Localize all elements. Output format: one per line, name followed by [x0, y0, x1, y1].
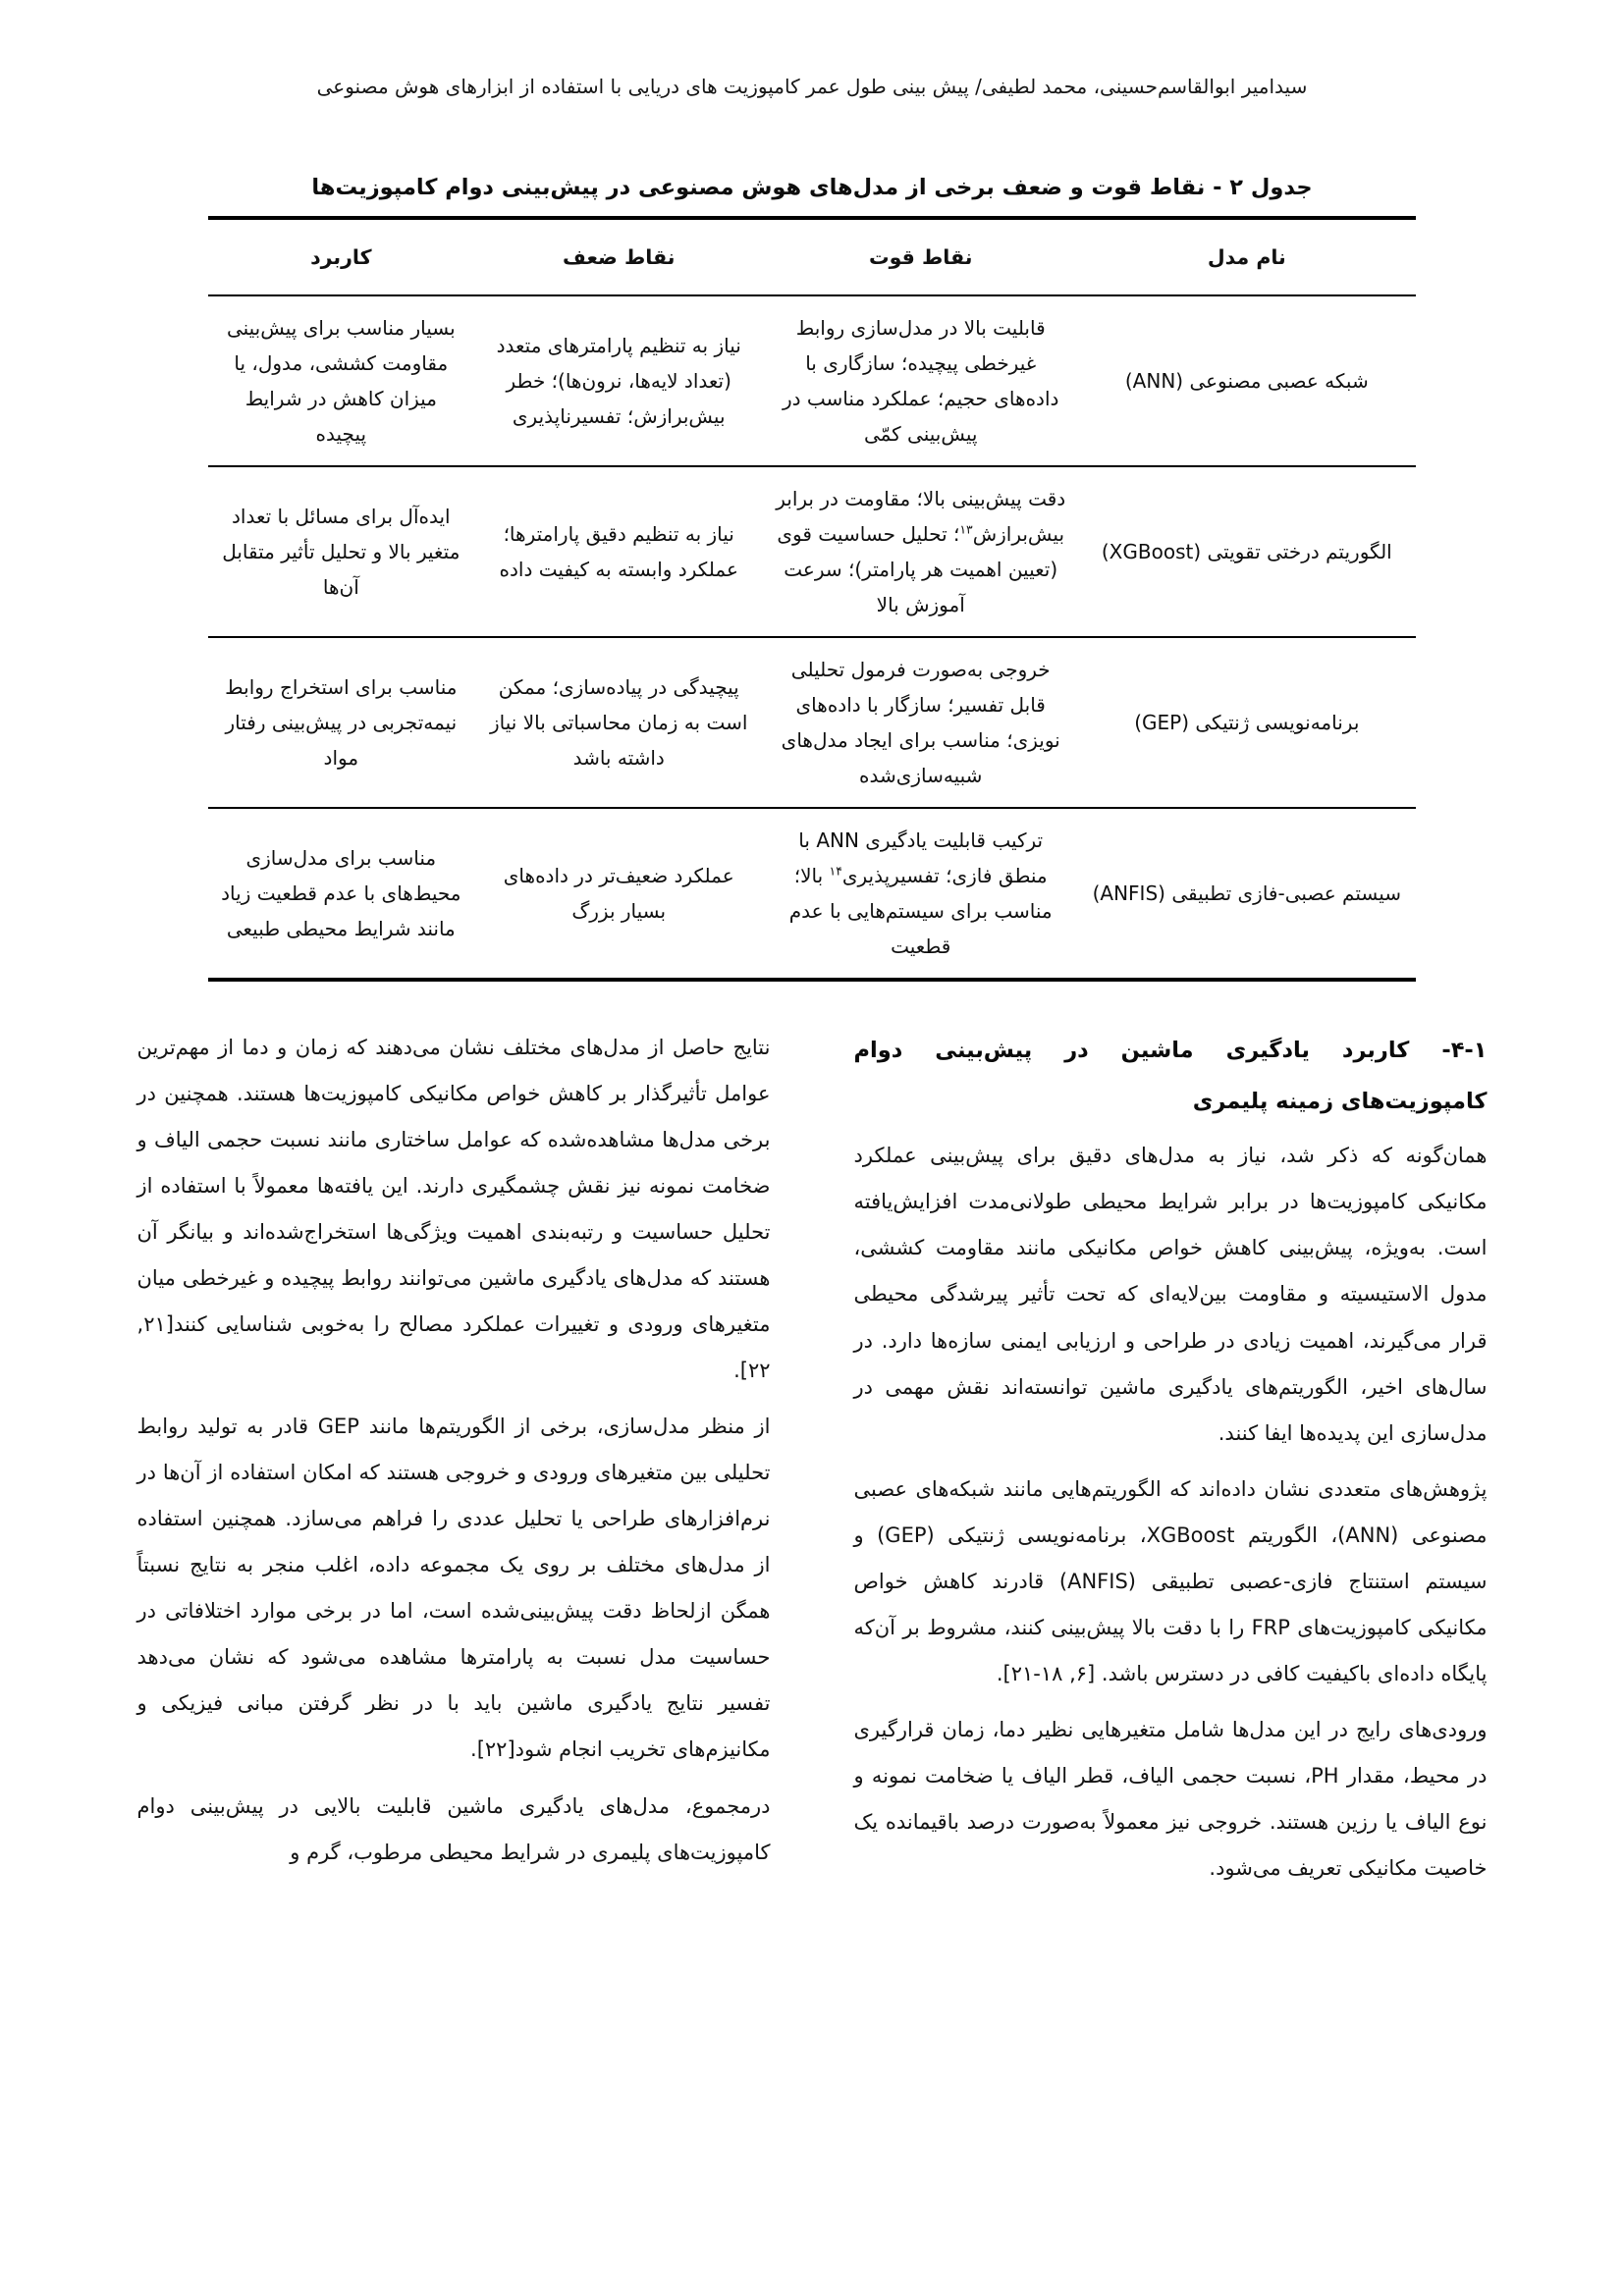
model-name-cell: سیستم عصبی-فازی تطبیقی (ANFIS) [1092, 881, 1402, 905]
strengths-cell: دقت پیش‌بینی بالا؛ مقاومت در برابر بیش‌برازش$^{۱۳}$؛ تحلیل حساسیت قوی (تعیین اهمیت هر پارامتر)؛ سرعت آموزش بالا [776, 487, 1066, 616]
strengths-cell: ترکیب قابلیت یادگیری ANN با منطق فازی؛ تفسیرپذیری$^{۱۴}$ بالا؛ مناسب برای سیستم‌هایی با عدم قطعیت [788, 828, 1053, 958]
paragraph: درمجموع، مدل‌های یادگیری ماشین قابلیت بالایی در پیش‌بینی دوام کامپوزیت‌های پلیمری در شرایط محیطی مرطوب، گرم و [136, 1793, 771, 1864]
weaknesses-cell: نیاز به تنظیم دقیق پارامترها؛ عملکرد وابسته به کیفیت داده [499, 522, 738, 581]
table-section [137, 175, 1488, 982]
column-header-application: کاربرد [310, 245, 372, 269]
body-columns [137, 1025, 1488, 1892]
application-cell: مناسب برای استخراج روابط نیمه‌تجربی در پیش‌بینی رفتار مواد [225, 675, 458, 770]
weaknesses-cell: پیچیدگی در پیاده‌سازی؛ ممکن است به زمان محاسباتی بالا نیاز داشته باشد [489, 675, 748, 770]
column-right [854, 1025, 1488, 1892]
paragraph: نتایج حاصل از مدل‌های مختلف نشان می‌دهند که زمان و دما از مهم‌ترین عوامل تأثیرگذار بر کاهش خواص مکانیکی کامپوزیت‌ها هستند. همچنین در برخی مدل‌ها مشاهده‌شده که عوامل ساختاری مانند نسبت حجمی الیاف و ضخامت نمونه نیز نقش چشمگیری دارند. این یافته‌ها معمولاً با استفاده از تحلیل حساسیت و رتبه‌بندی اهمیت ویژگی‌ها استخراج‌شده‌اند و بیانگر آن هستند که مدل‌های یادگیری ماشین می‌توانند روابط پیچیده و غیرخطی میان متغیرهای ورودی و تغییرات عملکرد مصالح را به‌خوبی شناسایی کنند[۲۱, ۲۲]. [136, 1036, 771, 1383]
table-row-gep [208, 637, 1416, 808]
application-cell: بسیار مناسب برای پیش‌بینی مقاومت کششی، مدول، یا میزان کاهش در شرایط پیچیده [226, 316, 456, 446]
model-name-cell: شبکه عصبی مصنوعی (ANN) [1124, 369, 1369, 393]
table-row-xgboost [208, 466, 1416, 637]
model-name-cell: برنامه‌نویسی ژنتیکی (GEP) [1134, 711, 1360, 734]
application-cell: مناسب برای مدل‌سازی محیط‌های با عدم قطعیت زیاد مانند شرایط محیطی طبیعی [221, 846, 461, 940]
column-left [137, 1025, 771, 1876]
weaknesses-cell: عملکرد ضعیف‌تر در داده‌های بسیار بزرگ [503, 864, 734, 923]
table-row-anfis [208, 808, 1416, 980]
column-header-weaknesses: نقاط ضعف [563, 245, 676, 269]
models-table [208, 216, 1416, 982]
paragraph: همان‌گونه که ذکر شد، نیاز به مدل‌های دقیق برای پیش‌بینی عملکرد مکانیکی کامپوزیت‌ها در برابر شرایط محیطی طولانی‌مدت افزایش‌یافته است. به‌ویژه، پیش‌بینی کاهش خواص مکانیکی مانند مقاومت کششی، مدول الاستیسیته و مقاومت بین‌لایه‌ای که تحت تأثیر پیرشدگی محیطی قرار می‌گیرند، اهمیت زیادی در طراحی و ارزیابی ایمنی سازه‌ها دارد. در سال‌های اخیر، الگوریتم‌های یادگیری ماشین توانسته‌اند نقش مهمی در مدل‌سازی این پدیده‌ها ایفا کنند. [853, 1144, 1488, 1445]
column-header-model-name: نام مدل [1207, 245, 1286, 269]
paragraph: از منظر مدل‌سازی، برخی از الگوریتم‌ها مانند GEP قادر به تولید روابط تحلیلی بین متغیرهای ورودی و خروجی هستند که امکان استفاده از آن‌ها در نرم‌افزارهای طراحی یا تحلیل عددی را فراهم می‌سازد. همچنین استفاده از مدل‌های مختلف بر روی یک مجموعه داده، اغلب منجر به نتایج نسبتاً همگن ازلحاظ دقت پیش‌بینی‌شده است، اما در برخی موارد اختلافاتی در حساسیت مدل نسبت به پارامترها مشاهده می‌شود که نشان می‌دهد تفسیر نتایج یادگیری ماشین باید با در نظر گرفتن مبانی فیزیکی و مکانیزم‌های تخریب انجام شود[۲۲]. [136, 1415, 771, 1762]
column-header-strengths: نقاط قوت [868, 245, 973, 269]
table-header-row [208, 218, 1416, 295]
paragraph: پژوهش‌های متعددی نشان داده‌اند که الگوریتم‌هایی مانند شبکه‌های عصبی مصنوعی (ANN)، الگوریتم XGBoost، برنامه‌نویسی ژنتیکی (GEP) و سیستم استنتاج فازی-عصبی تطبیقی (ANFIS) قادرند کاهش خواص مکانیکی کامپوزیت‌های FRP را با دقت بالا پیش‌بینی کنند، مشروط بر آن‌که پایگاه داده‌ای باکیفیت کافی در دسترس باشد. [۶, ۱۸-۲۱]. [853, 1476, 1488, 1685]
table-caption: جدول ۲ - نقاط قوت و ضعف برخی از مدل‌های هوش مصنوعی در پیش‌بینی دوام کامپوزیت‌ها [311, 175, 1313, 200]
paragraph: ورودی‌های رایج در این مدل‌ها شامل متغیرهایی نظیر دما، زمان قرارگیری در محیط، مقدار PH، نسبت حجمی الیاف، قطر الیاف یا ضخامت نمونه و نوع الیاف یا رزین هستند. خروجی نیز معمولاً به‌صورت درصد باقیمانده یک خاصیت مکانیکی تعریف می‌شود. [853, 1717, 1488, 1880]
strengths-cell: خروجی به‌صورت فرمول تحلیلی قابل تفسیر؛ سازگار با داده‌های نویزی؛ مناسب برای ایجاد مدل‌های شبیه‌سازی‌شده [781, 658, 1060, 787]
section-heading: ۴-۱- کاربرد یادگیری ماشین در پیش‌بینی دوام کامپوزیت‌های زمینه پلیمری [853, 1038, 1488, 1115]
model-name-cell: الگوریتم درختی تقویتی (XGBoost) [1101, 540, 1392, 563]
table-row-ann [208, 295, 1416, 466]
weaknesses-cell: نیاز به تنظیم پارامترهای متعدد (تعداد لایه‌ها، نرون‌ها)؛ خطر بیش‌برازش؛ تفسیرناپذیری [496, 334, 741, 428]
strengths-cell: قابلیت بالا در مدل‌سازی روابط غیرخطی پیچیده؛ سازگاری با داده‌های حجیم؛ عملکرد مناسب در پیش‌بینی کمّی [782, 316, 1059, 446]
running-header: سیدامیر ابوالقاسم‌حسینی، محمد لطیفی/ پیش بینی طول عمر کامپوزیت های دریایی با استفاده از ابزارهای هوش مصنوعی [316, 75, 1308, 98]
application-cell: ایده‌آل برای مسائل با تعداد متغیر بالا و تحلیل تأثیر متقابل آن‌ها [222, 505, 460, 599]
